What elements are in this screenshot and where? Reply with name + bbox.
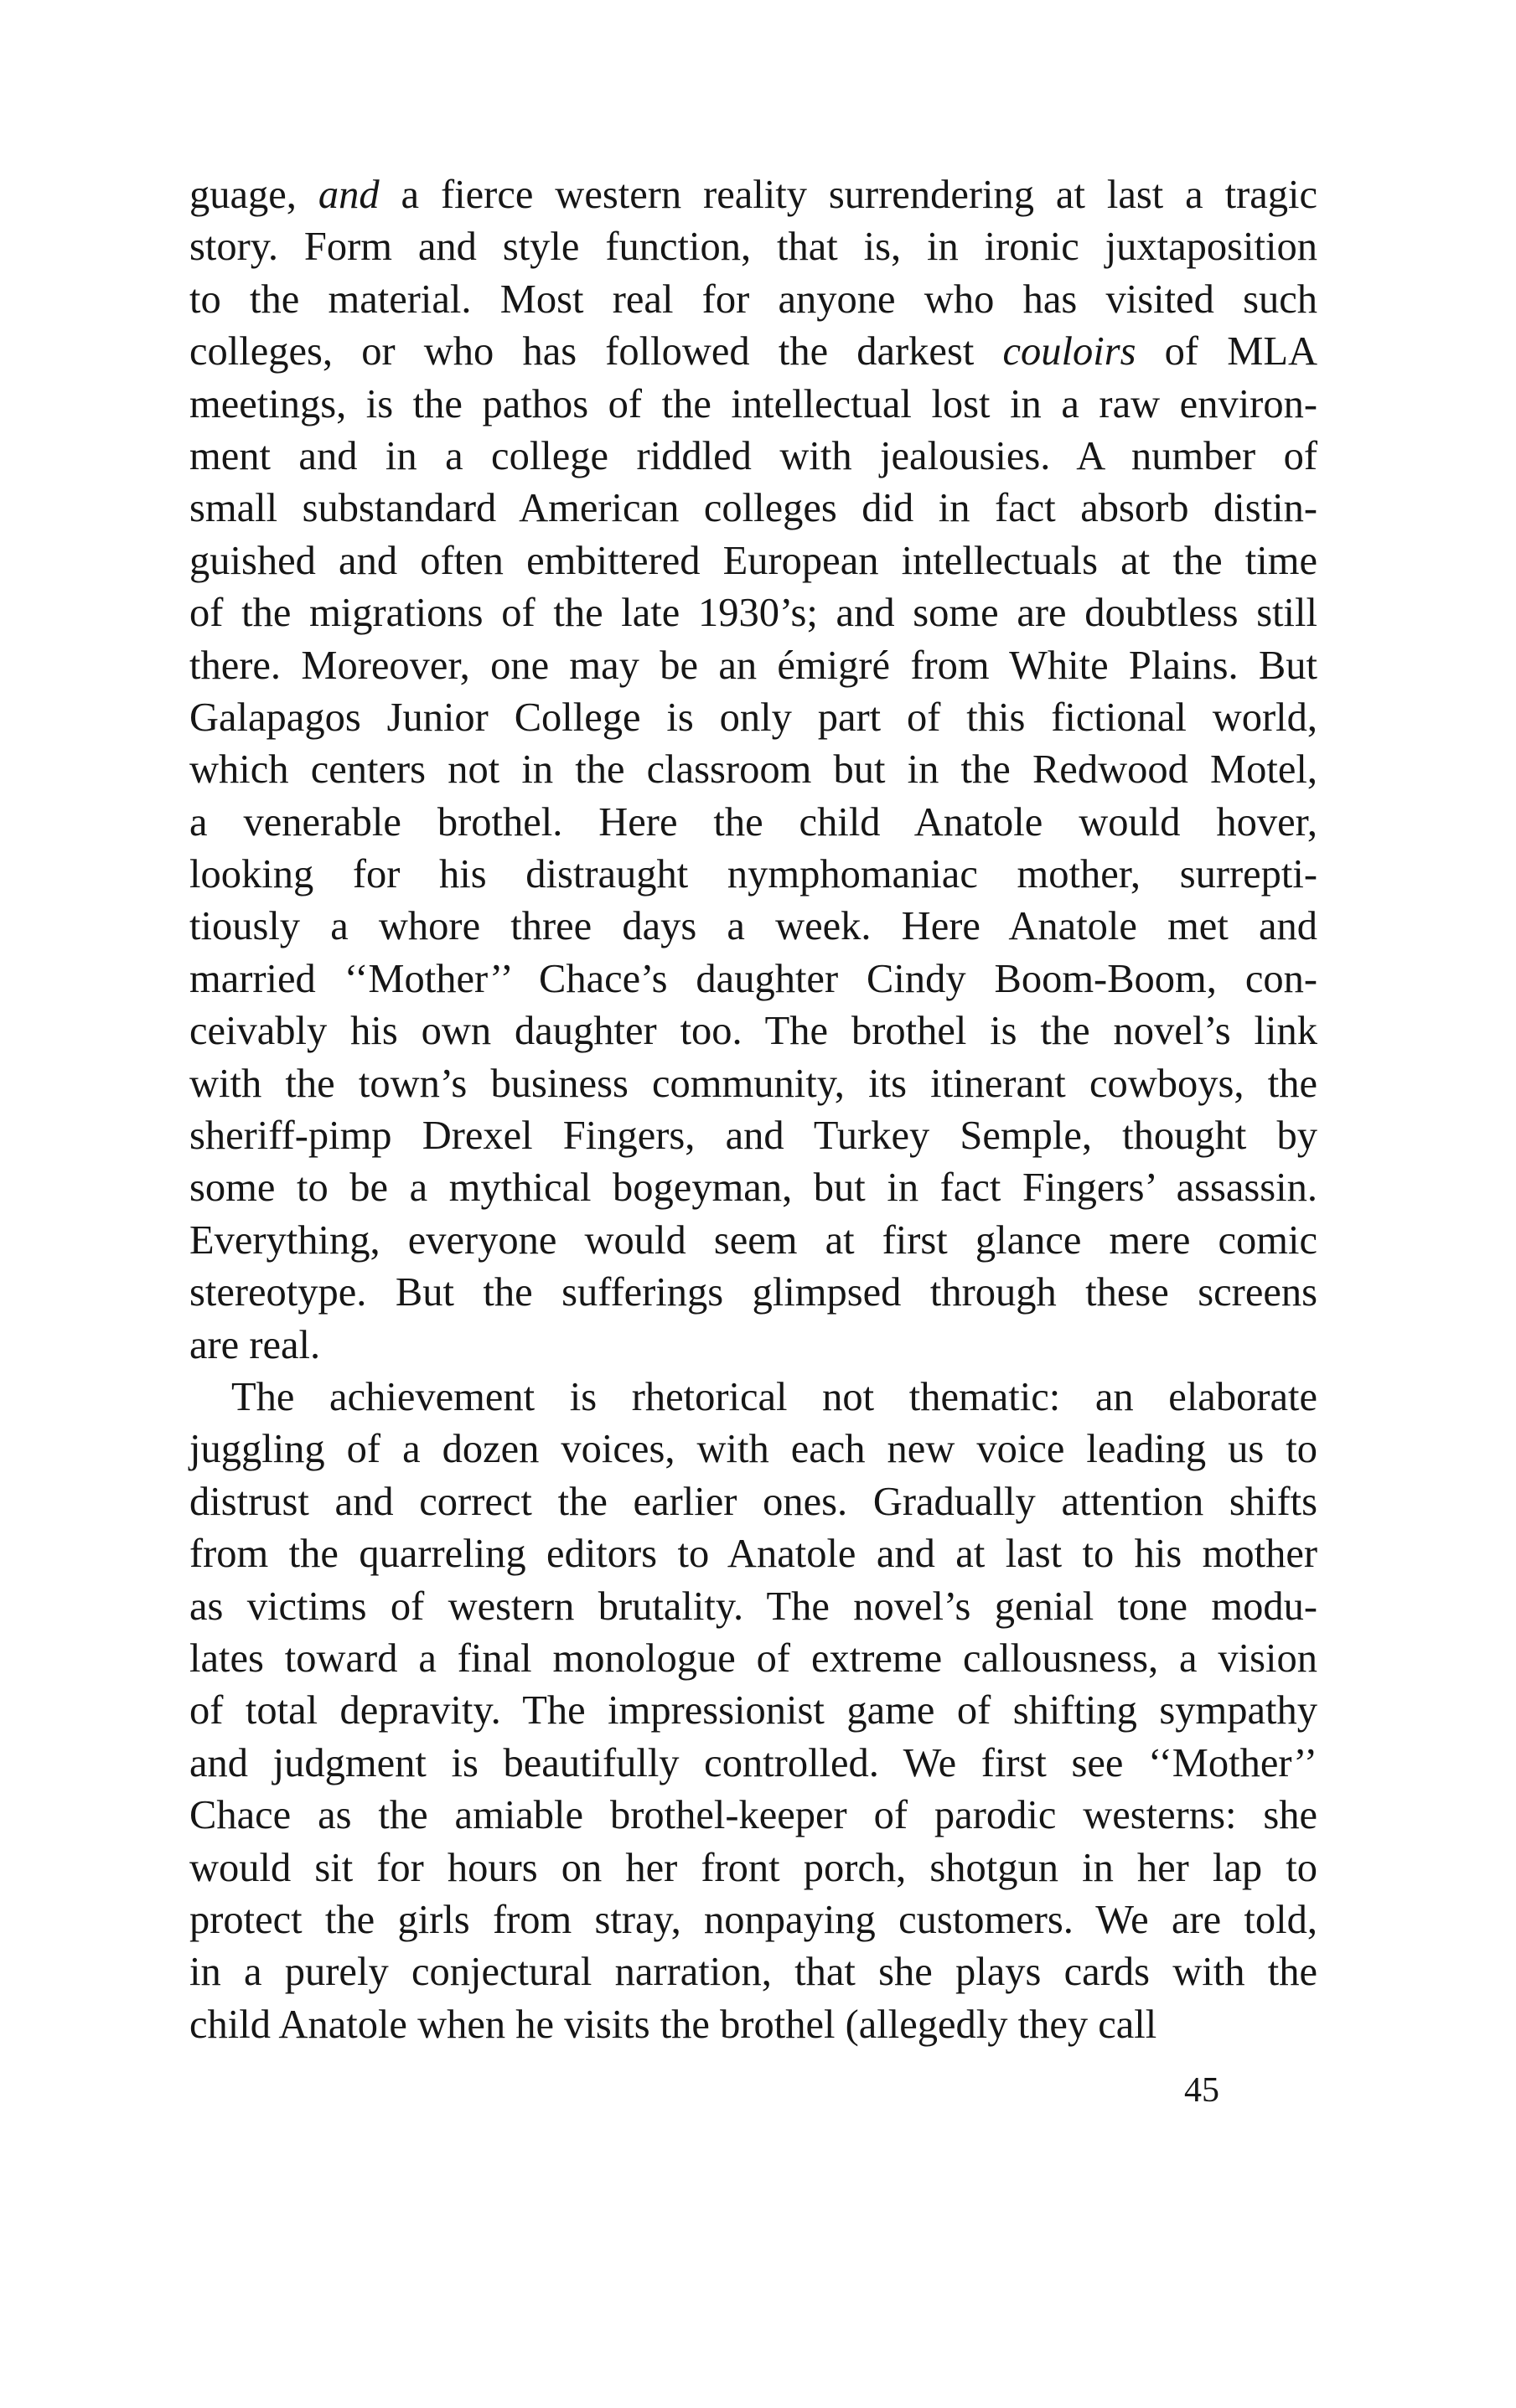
body-text <box>189 169 1317 2051</box>
text-line: Everything, everyone would seem at first glance mere comic <box>189 1217 1317 1263</box>
italic-text: and <box>318 173 380 217</box>
text-line: a venerable brothel. Here the child Anatole would hover, <box>189 799 1317 845</box>
text-line: distrust and correct the earlier ones. Gradually attention shifts <box>189 1479 1317 1524</box>
text-line: of total depravity. The impressionist game of shifting sympathy <box>189 1688 1317 1734</box>
text-line: meetings, is the pathos of the intellectual lost in a raw environ- <box>189 381 1317 426</box>
text-line: married ‘‘Mother’’ Chace’s daughter Cindy Boom-Boom, con- <box>189 956 1317 1001</box>
text-line: protect the girls from stray, nonpaying customers. We are told, <box>189 1897 1317 1942</box>
text-line: story. Form and style function, that is, in ironic juxtaposition <box>189 225 1317 270</box>
text-line: with the town’s business community, its itinerant cowboys, the <box>189 1061 1317 1106</box>
text-segment: guage, <box>189 173 318 217</box>
page-number: 45 <box>1184 2071 1219 2110</box>
text-line: sheriff-pimp Drexel Fingers, and Turkey Semple, thought by <box>189 1114 1317 1159</box>
italic-text: couloirs <box>1002 329 1136 375</box>
text-line: stereotype. But the sufferings glimpsed through these screens <box>189 1270 1317 1315</box>
text-segment: a fierce western reality surrendering at last a tragic <box>379 173 1317 217</box>
text-line: lates toward a final monologue of extreme callousness, a vision <box>189 1635 1317 1681</box>
text-line: ment and in a college riddled with jealousies. A number of <box>189 433 1317 478</box>
text-line: would sit for hours on her front porch, shotgun in her lap to <box>189 1845 1317 1890</box>
text-line: of the migrations of the late 1930’s; and some are doubtless still <box>189 591 1317 636</box>
text-line <box>189 326 1317 378</box>
text-line: some to be a mythical bogeyman, but in fact Fingers’ assassin. <box>189 1165 1317 1211</box>
text-line: as victims of western brutality. The novel’s genial tone modu- <box>189 1584 1317 1629</box>
text-line: small substandard American colleges did in fact absorb distin- <box>189 486 1317 531</box>
text-line: are real. <box>189 1322 321 1367</box>
text-segment: colleges, or who has followed the darkest <box>189 329 1003 375</box>
text-line: child Anatole when he visits the brothel (allegedly they call <box>189 2002 1157 2047</box>
text-line: to the material. Most real for anyone who has visited such <box>189 276 1317 322</box>
text-line: Galapagos Junior College is only part of this fictional world, <box>189 695 1317 740</box>
text-line: guished and often embittered European intellectuals at the time <box>189 538 1317 583</box>
text-line: which centers not in the classroom but in the Redwood Motel, <box>189 747 1317 793</box>
text-line: Chace as the amiable brothel-keeper of parodic westerns: she <box>189 1793 1317 1838</box>
text-line: tiously a whore three days a week. Here Anatole met and <box>189 904 1317 949</box>
text-line: looking for his distraught nymphomaniac mother, surrepti- <box>189 852 1317 897</box>
text-line: The achievement is rhetorical not thematic: an elaborate <box>231 1374 1317 1419</box>
text-line: from the quarreling editors to Anatole and at last to his mother <box>189 1532 1317 1577</box>
text-line: ceivably his own daughter too. The brothel is the novel’s link <box>189 1009 1317 1054</box>
text-line: and judgment is beautifully controlled. We first see ‘‘Mother’’ <box>189 1740 1317 1785</box>
text-line: there. Moreover, one may be an émigré from White Plains. But <box>189 643 1317 688</box>
text-line: in a purely conjectural narration, that she plays cards with the <box>189 1950 1317 1995</box>
text-segment: of MLA <box>1136 329 1317 375</box>
text-line <box>189 169 1317 221</box>
text-line: juggling of a dozen voices, with each new voice leading us to <box>189 1427 1317 1472</box>
